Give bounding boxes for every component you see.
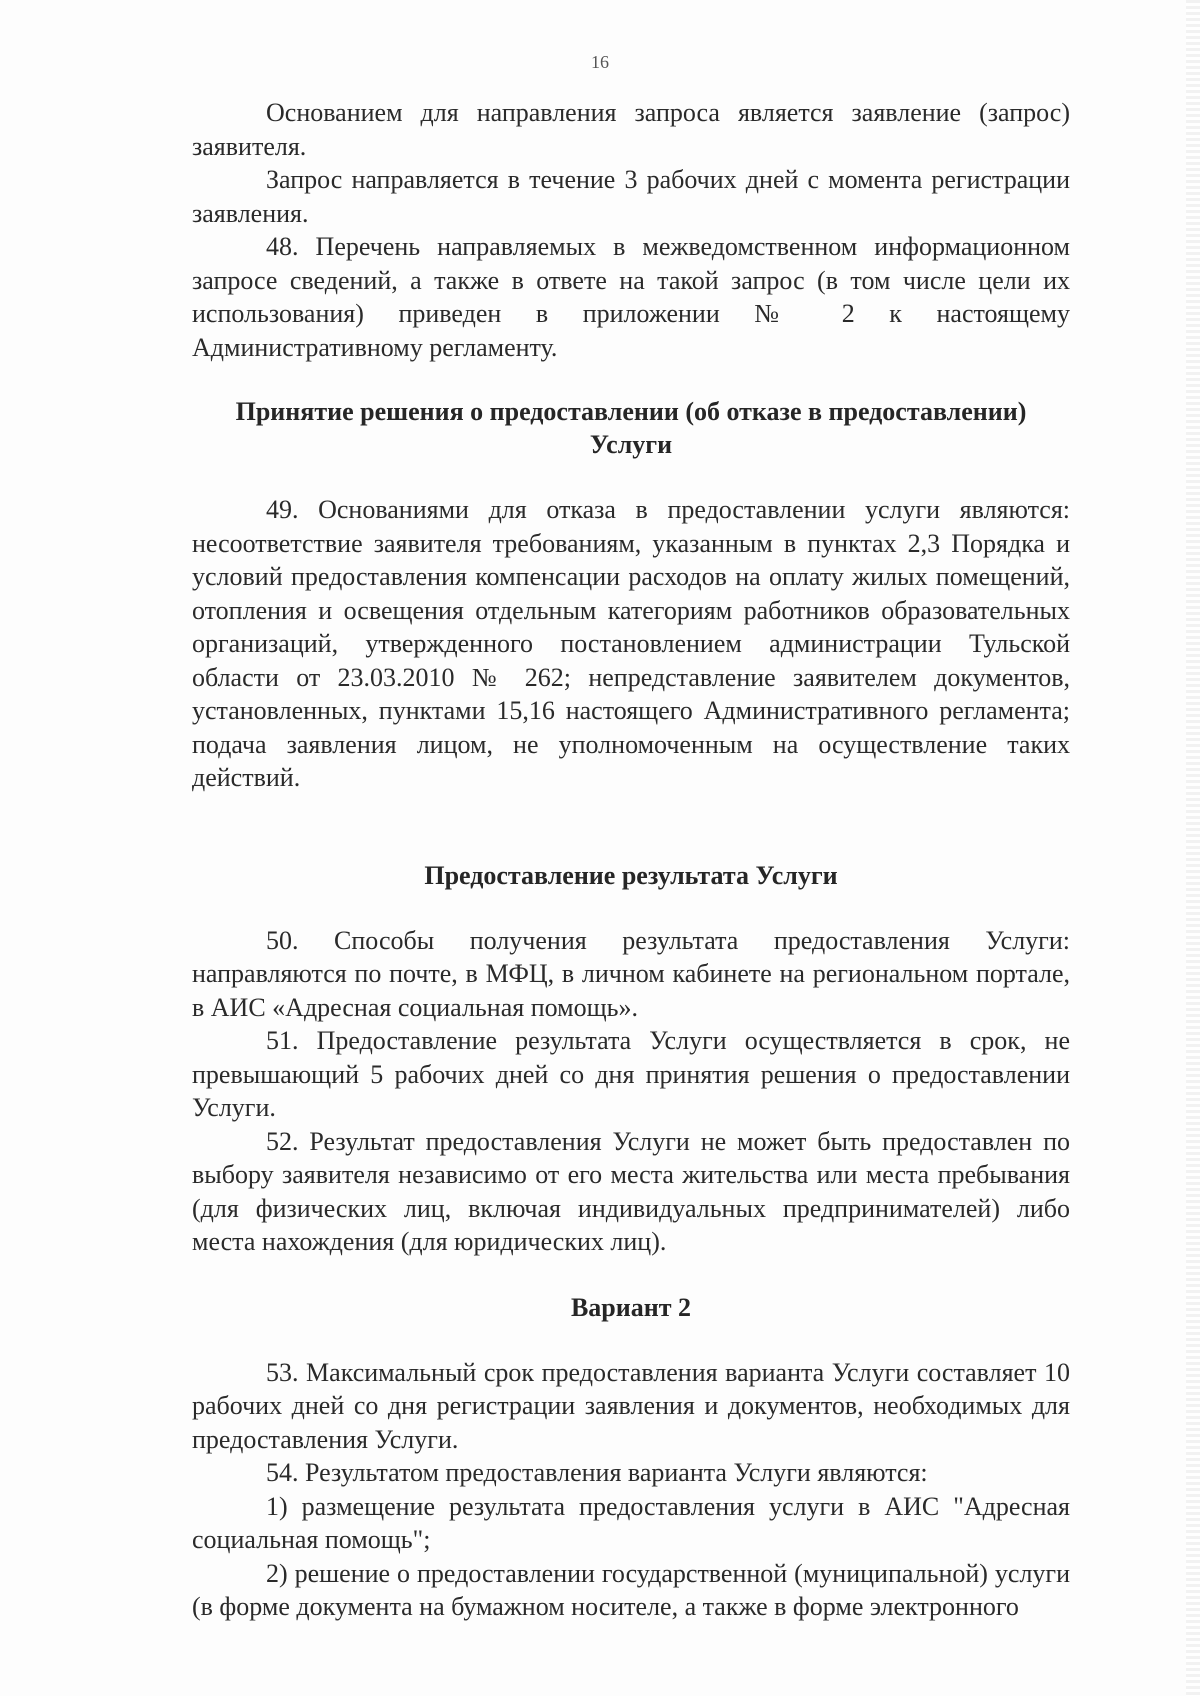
paragraph: 51. Предоставление результата Услуги осуществляется в срок, не превышающий 5 рабочих дней со дня принятия решения о предоставлении Услуги. <box>192 1026 1070 1122</box>
paragraph: Основанием для направления запроса является заявление (запрос) заявителя. <box>192 98 1070 161</box>
paragraph: 54. Результатом предоставления варианта Услуги являются: <box>266 1458 928 1487</box>
page-number: 16 <box>591 52 609 72</box>
paragraph: 52. Результат предоставления Услуги не может быть предоставлен по выбору заявителя независимо от его места жительства или места пребывания (для физических лиц, включая индивидуальных предпринимателей) либо места нахождения (для юридических лиц). <box>192 1126 1070 1256</box>
section-heading: Вариант 2 <box>570 1292 692 1322</box>
section-heading: Принятие решения о предоставлении (об отказе в предоставлении) Услуги <box>235 397 1027 459</box>
scan-edge-artifact <box>1186 0 1200 1696</box>
paragraph: 53. Максимальный срок предоставления варианта Услуги составляет 10 рабочих дней со дня регистрации заявления и документов, необходимых для предоставления Услуги. <box>192 1357 1070 1454</box>
paragraph: 1) размещение результата предоставления услуги в АИС "Адресная социальная помощь"; <box>192 1491 1070 1554</box>
paragraph: 2) решение о предоставлении государственной (муниципальной) услуги (в форме документа на бумажном носителе, а также в форме электронного <box>192 1558 1070 1621</box>
paragraph: 50. Способы получения результата предоставления Услуги: направляются по почте, в МФЦ, в личном кабинете на региональном портале, в АИС «Адресная социальная помощь». <box>192 925 1070 1022</box>
document-body <box>192 96 1070 1624</box>
paragraph: 48. Перечень направляемых в межведомственном информационном запросе сведений, а также в ответе на такой запрос (в том числе цели их использования) приведен в приложении № 2 к настоящему Административному регламенту. <box>192 232 1070 362</box>
section-heading: Предоставление результата Услуги <box>424 860 838 890</box>
paragraph: Запрос направляется в течение 3 рабочих дней с момента регистрации заявления. <box>192 165 1070 228</box>
paragraph: 49. Основаниями для отказа в предоставлении услуги являются: несоответствие заявителя требованиям, указанным в пунктах 2,3 Порядка и условий предоставления компенсации расходов на оплату жилых помещений, отопления и освещения отдельным категориям работников образовательных организаций, утвержденного постановлением администрации Тульской области от 23.03.2010 № 262; непредставление заявителем документов, установленных, пунктами 15,16 настоящего Административного регламента; подача заявления лицом, не уполномоченным на осуществление таких действий. <box>192 495 1070 792</box>
